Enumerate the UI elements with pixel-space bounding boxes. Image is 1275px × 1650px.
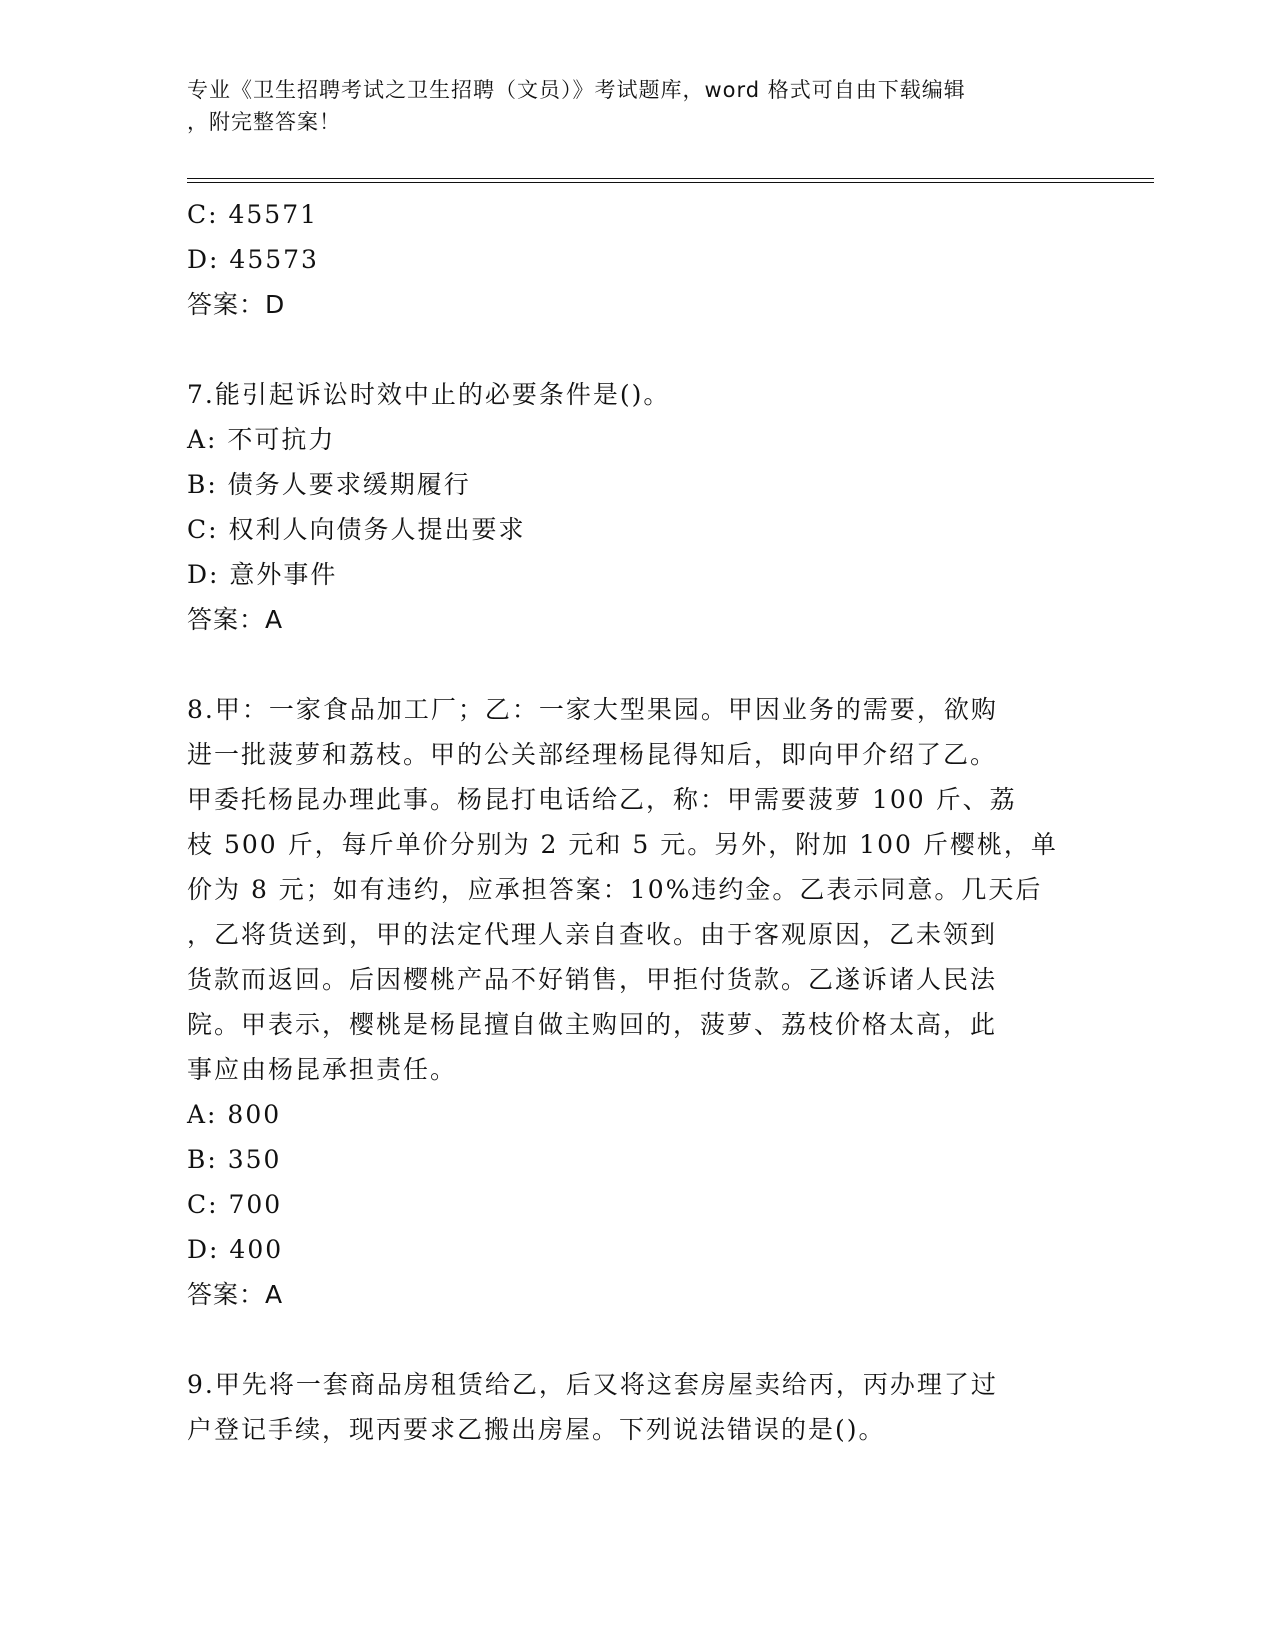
q8-option-a: A: 800 xyxy=(187,1100,282,1129)
spacer xyxy=(187,642,1087,687)
question-8 xyxy=(187,687,1087,1317)
q6-option-d: D: 45573 xyxy=(187,245,319,274)
question-6-tail xyxy=(187,192,1087,327)
q8-stem-line: 价为 8 元；如有违约，应承担答案：10%违约金。乙表示同意。几天后 xyxy=(187,875,1043,904)
spacer xyxy=(187,327,1087,372)
q8-option-c: C: 700 xyxy=(187,1190,283,1219)
q8-stem-line: 8.甲：一家食品加工厂；乙：一家大型果园。甲因业务的需要，欲购 xyxy=(187,695,998,724)
q8-stem-line: ，乙将货送到，甲的法定代理人亲自查收。由于客观原因，乙未领到 xyxy=(187,920,998,949)
q8-stem-line: 甲委托杨昆办理此事。杨昆打电话给乙，称：甲需要菠萝 100 斤、荔 xyxy=(187,785,1017,814)
spacer xyxy=(187,1317,1087,1362)
q7-option-d: D: 意外事件 xyxy=(187,560,338,589)
header-line-1: 专业《卫生招聘考试之卫生招聘（文员）》考试题库，word 格式可自由下载编辑 xyxy=(187,78,966,102)
question-7 xyxy=(187,372,1087,642)
q8-option-d: D: 400 xyxy=(187,1235,284,1264)
q9-stem-line: 9.甲先将一套商品房租赁给乙，后又将这套房屋卖给丙，丙办理了过 xyxy=(187,1370,998,1399)
document-body xyxy=(187,192,1087,1452)
q8-stem-line: 院。甲表示，樱桃是杨昆擅自做主购回的，菠萝、荔枝价格太高，此 xyxy=(187,1010,998,1039)
q7-answer: 答案：A xyxy=(187,605,284,634)
q6-option-c: C: 45571 xyxy=(187,200,319,229)
q7-option-a: A: 不可抗力 xyxy=(187,425,336,454)
q6-answer: 答案：D xyxy=(187,290,286,319)
q7-option-c: C: 权利人向债务人提出要求 xyxy=(187,515,526,544)
header-divider-bottom xyxy=(187,182,1154,183)
q8-option-b: B: 350 xyxy=(187,1145,282,1174)
question-9 xyxy=(187,1362,1087,1452)
header-line-2: ，附完整答案！ xyxy=(187,110,341,134)
q8-stem-line: 货款而返回。后因樱桃产品不好销售，甲拒付货款。乙遂诉诸人民法 xyxy=(187,965,998,994)
document-header xyxy=(187,74,1087,138)
q7-option-b: B: 债务人要求缓期履行 xyxy=(187,470,471,499)
q8-stem-line: 进一批菠萝和荔枝。甲的公关部经理杨昆得知后，即向甲介绍了乙。 xyxy=(187,740,998,769)
q9-stem-line: 户登记手续，现丙要求乙搬出房屋。下列说法错误的是()。 xyxy=(187,1415,886,1444)
q8-answer: 答案：A xyxy=(187,1280,284,1309)
q8-stem-line: 事应由杨昆承担责任。 xyxy=(187,1055,458,1084)
header-divider-top xyxy=(187,178,1154,179)
q8-stem-line: 枝 500 斤，每斤单价分别为 2 元和 5 元。另外，附加 100 斤樱桃，单 xyxy=(187,830,1058,859)
q7-stem: 7.能引起诉讼时效中止的必要条件是()。 xyxy=(187,380,671,409)
